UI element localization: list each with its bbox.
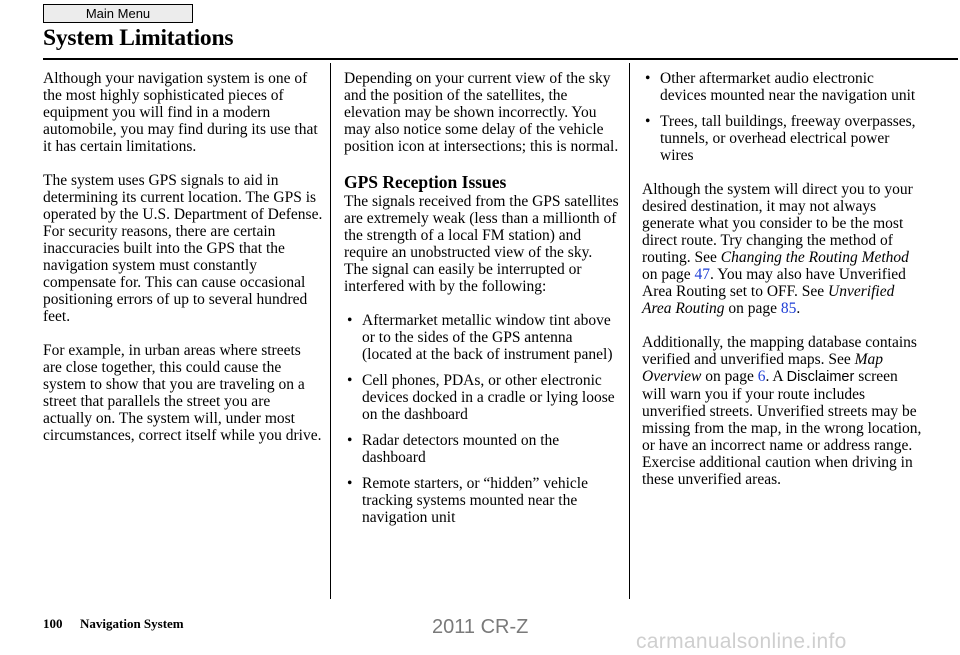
routing-text: on page: [642, 266, 695, 283]
routing-text: Although the system will direct you to your desired destination, it may not always generate what you consider to be the most direct route. Try changing the method of routing. See: [642, 181, 913, 266]
list-item: [642, 70, 922, 104]
list-item-text: Trees, tall buildings, freeway overpasses, tunnels, or overhead electrical power wires: [660, 113, 916, 164]
page-link-85[interactable]: 85: [780, 300, 797, 317]
column-divider-left: [330, 63, 331, 599]
bullet-icon: •: [645, 113, 651, 130]
database-text: on page: [701, 368, 758, 385]
list-item-text: Aftermarket metallic window tint above or to the sides of the GPS antenna (located at the back of instrument panel): [362, 312, 613, 363]
page-link-6[interactable]: 6: [757, 368, 766, 385]
example-paragraph: For example, in urban areas where streets are close together, this could cause the system to show that you are traveling on a street that parallels the street you are actually on. The system will, under most circumstances, correct itself while you drive.: [43, 342, 322, 444]
list-item: [344, 432, 619, 466]
list-item-text: Cell phones, PDAs, or other electronic devices docked in a cradle or lying loose on the dashboard: [362, 372, 615, 423]
main-menu-button[interactable]: Main Menu: [43, 4, 193, 23]
database-text: Additionally, the mapping database contains verified and unverified maps. See: [642, 334, 917, 368]
column-left: [43, 70, 323, 461]
bullet-icon: •: [347, 432, 353, 449]
ref-changing-routing-method: Changing the Routing Method: [720, 249, 909, 266]
list-item-text: Other aftermarket audio electronic devices mounted near the navigation unit: [660, 70, 916, 104]
disclaimer-screen-name: Disclaimer: [786, 369, 855, 385]
title-divider: [43, 58, 958, 60]
elevation-paragraph: Depending on your current view of the sky and the position of the satellites, the elevation may be shown incorrectly. You may also notice some delay of the vehicle position icon at intersections; this is normal.: [344, 70, 619, 155]
page-title: System Limitations: [43, 25, 234, 51]
list-item: [642, 113, 922, 164]
bullet-icon: •: [347, 312, 353, 329]
list-item: [344, 372, 619, 423]
footer-section-label: Navigation System: [80, 616, 184, 631]
bullet-icon: •: [645, 70, 651, 87]
database-text: screen will warn you if your route includes unverified streets. Unverified streets may be missing from the map, in the wrong location, or have an incorrect name or address range. Exercise additional caution when driving in these unverified areas.: [642, 368, 922, 488]
database-paragraph: [642, 334, 922, 488]
model-label: 2011 CR-Z: [432, 616, 529, 638]
reception-paragraph: The signals received from the GPS satellites are extremely weak (less than a millionth of the strength of a local FM station) and require an unobstructed view of the sky. The signal can easily be interrupted or interfered with by the following:: [344, 193, 619, 295]
routing-text: on page: [724, 300, 781, 317]
column-divider-right: [629, 63, 630, 599]
ref-map-overview: Map Overview: [642, 351, 884, 385]
watermark: carmanualsonline.info: [636, 630, 847, 653]
list-item-text: Remote starters, or “hidden” vehicle tracking systems mounted near the navigation unit: [362, 475, 588, 526]
section-heading-gps-reception: GPS Reception Issues: [344, 172, 507, 192]
intro-paragraph: Although your navigation system is one of the most highly sophisticated pieces of equipment you will find in a modern automobile, you may find during its use that it has certain limitations.: [43, 70, 318, 155]
gps-paragraph: The system uses GPS signals to aid in determining its current location. The GPS is operated by the U.S. Department of Defense. For security reasons, there are certain inaccuracies built into the GPS that the navigation system must constantly compensate for. This can cause occasional positioning errors of up to several hundred feet.: [43, 172, 323, 325]
interference-list-continued: [642, 70, 922, 164]
routing-text: . You may also have Unverified Area Routing set to OFF. See: [642, 266, 906, 300]
ref-unverified-area-routing: Unverified Area Routing: [642, 283, 895, 317]
routing-text: .: [796, 300, 801, 317]
interference-list: [344, 312, 619, 526]
bullet-icon: •: [347, 372, 353, 389]
column-middle: [344, 70, 619, 535]
page-link-47[interactable]: 47: [694, 266, 711, 283]
routing-paragraph: [642, 181, 922, 317]
page-number: 100: [43, 616, 63, 631]
list-item-text: Radar detectors mounted on the dashboard: [362, 432, 560, 466]
column-right: [642, 70, 922, 505]
database-text: . A: [765, 368, 787, 385]
list-item: [344, 475, 619, 526]
bullet-icon: •: [347, 475, 353, 492]
list-item: [344, 312, 619, 363]
